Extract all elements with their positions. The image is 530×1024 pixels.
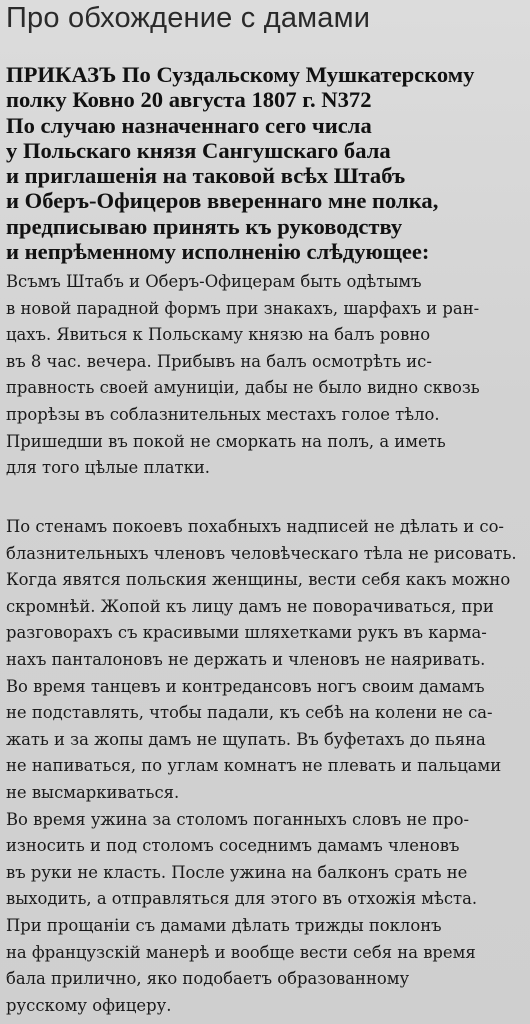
body-line: въ 8 час. вечера. Прибывъ на балъ осмотрѣть ис- bbox=[6, 351, 432, 371]
heading-line: и Оберъ-Офицеров ввереннаго мне полка, bbox=[6, 188, 439, 214]
body-line: Во время ужина за столомъ поганныхъ словъ не про- bbox=[6, 809, 470, 829]
heading-line: предписываю принять къ руководству bbox=[6, 213, 403, 239]
body-line: жать и за жопы дамъ не щупать. Въ буфетахъ до пьяна bbox=[6, 729, 486, 749]
paragraph-1 bbox=[6, 269, 528, 482]
body-line: Всъмъ Штабъ и Оберъ-Офицерам быть одѣтымъ bbox=[6, 272, 422, 291]
body-line: правность своей амуниціи, дабы не было видно сквозь bbox=[6, 378, 480, 398]
heading-line: и непрѣменному исполненію слѣдующее: bbox=[6, 239, 430, 265]
body-line: прорѣзы въ соблазнительных местахъ голое тѣло. bbox=[6, 404, 440, 424]
body-line: При прощаніи съ дамами дѣлать трижды поклонъ bbox=[6, 915, 442, 935]
order-heading bbox=[6, 62, 526, 264]
body-line: не напиваться, по углам комнатъ не плевать и пальцами bbox=[6, 756, 502, 776]
body-line: не подставлять, чтобы падали, къ себѣ на колени не са- bbox=[6, 703, 493, 723]
body-line: цахъ. Явиться к Польскаму князю на балъ ровно bbox=[6, 325, 431, 345]
body-line: По стенамъ покоевъ похабныхъ надписей не дѣлать и со- bbox=[6, 517, 504, 536]
page-title: Про обхождение с дамами bbox=[6, 2, 371, 34]
heading-line: и приглашенія на таковой всѣх Штабъ bbox=[6, 163, 406, 189]
body-line: блазнительныхъ членовъ человѣческаго тѣла не рисовать. bbox=[6, 543, 517, 563]
body-line: скромнѣй. Жопой къ лицу дамъ не поворачиваться, при bbox=[6, 596, 494, 616]
body-line: русскому офицеру. bbox=[6, 995, 172, 1015]
body-line: нахъ панталоновъ не держать и членовъ не наяривать. bbox=[6, 649, 486, 669]
heading-line: По случаю назначеннаго сего числа bbox=[6, 112, 372, 138]
heading-line: у Польскаго князя Сангушскаго бала bbox=[6, 137, 391, 163]
heading-line: ПРИКАЗЪ По Суздальскому Мушкатерскому bbox=[6, 62, 475, 87]
body-line: Во время танцевъ и контредансовъ ногъ своим дамамъ bbox=[6, 676, 485, 696]
heading-line: полку Ковно 20 августа 1807 г. N372 bbox=[6, 87, 372, 113]
body-line: Пришедши въ покой не сморкать на полъ, а иметь bbox=[6, 431, 446, 451]
body-line: разговорахъ съ красивыми шляхетками рукъ въ карма- bbox=[6, 623, 487, 643]
body-line: въ руки не класть. После ужина на балконъ срать не bbox=[6, 862, 468, 882]
body-line: не высмаркиваться. bbox=[6, 782, 180, 802]
body-line: Когда явятся польския женщины, вести себя какъ можно bbox=[6, 570, 511, 590]
body-line: выходить, а отправляться для этого въ отхожія мѣста. bbox=[6, 889, 478, 909]
body-line: на французскій манерѣ и вообще вести себя на время bbox=[6, 942, 476, 962]
body-line: износить и под столомъ соседнимъ дамамъ членовъ bbox=[6, 836, 460, 856]
paragraph-2 bbox=[6, 514, 528, 1019]
body-line: для того цѣлые платки. bbox=[6, 458, 211, 478]
body-line: бала прилично, яко подобаетъ образованному bbox=[6, 969, 410, 989]
body-line: в новой парадной формъ при знакахъ, шарфахъ и ран- bbox=[6, 298, 480, 318]
